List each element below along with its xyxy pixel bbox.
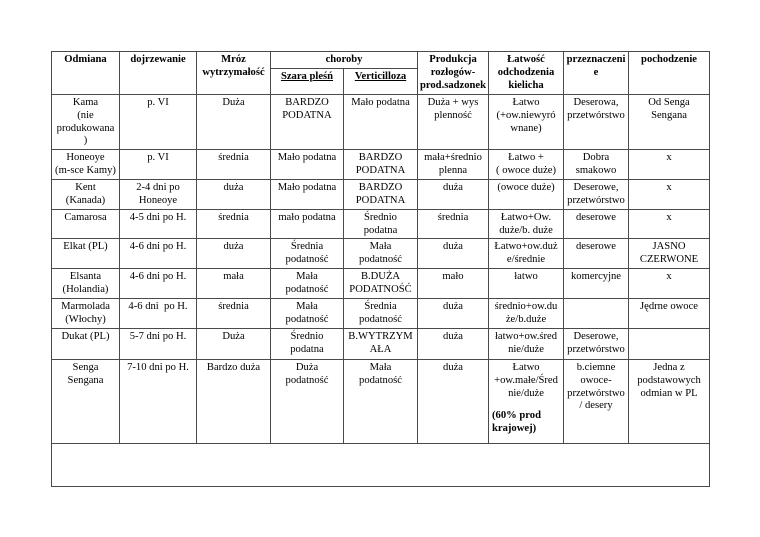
header-frost-hardiness: Mróz wytrzymałość xyxy=(197,52,271,95)
purpose-cell: komercyjne xyxy=(564,269,629,299)
runner-production-cell: mało xyxy=(418,269,489,299)
grey-mould-cell: BARDZO PODATNA xyxy=(271,95,344,150)
table-row xyxy=(52,95,710,150)
verticillium-cell: B.WYTRZYM AŁA xyxy=(344,329,418,360)
frost-hardiness-cell: Duża xyxy=(197,329,271,360)
runner-production-cell: duża xyxy=(418,360,489,444)
ripening-cell: p. VI xyxy=(120,95,197,150)
grey-mould-cell: Średnia podatność xyxy=(271,239,344,269)
origin-cell: x xyxy=(629,269,710,299)
calyx-release-cell: Łatwo+Ow. duże/b. duże xyxy=(489,210,564,239)
origin-cell: x xyxy=(629,210,710,239)
header-purpose: przeznaczeni e xyxy=(564,52,629,95)
grey-mould-cell: Mało podatna xyxy=(271,150,344,180)
grey-mould-cell: Mała podatność xyxy=(271,269,344,299)
calyx-release-cell: Łatwo+ow.duż e/średnie xyxy=(489,239,564,269)
ripening-cell: 4-6 dni po H. xyxy=(120,239,197,269)
header-ripening: dojrzewanie xyxy=(120,52,197,95)
ripening-cell: 5-7 dni po H. xyxy=(120,329,197,360)
verticillium-cell: BARDZO PODATNA xyxy=(344,180,418,210)
variety-cell: Dukat (PL) xyxy=(52,329,120,360)
verticillium-cell: Średnia podatność xyxy=(344,299,418,329)
verticillium-cell: BARDZO PODATNA xyxy=(344,150,418,180)
table-row xyxy=(52,180,710,210)
header-calyx-release: Łatwość odchodzenia kielicha xyxy=(489,52,564,95)
variety-cell: Senga Sengana xyxy=(52,360,120,444)
origin-cell: x xyxy=(629,150,710,180)
calyx-release-cell: (owoce duże) xyxy=(489,180,564,210)
calyx-release-note: (60% prod krajowej) xyxy=(492,410,541,435)
calyx-release-cell: Łatwo (+ow.niewyró wnane) xyxy=(489,95,564,150)
frost-hardiness-cell: średnia xyxy=(197,150,271,180)
variety-cell: Kent (Kanada) xyxy=(52,180,120,210)
calyx-release-cell xyxy=(489,360,564,444)
origin-cell: Jędrne owoce xyxy=(629,299,710,329)
verticillium-cell: Mało podatna xyxy=(344,95,418,150)
runner-production-cell: duża xyxy=(418,239,489,269)
purpose-cell xyxy=(564,299,629,329)
origin-cell: JASNO CZERWONE xyxy=(629,239,710,269)
frost-hardiness-cell: Duża xyxy=(197,95,271,150)
frost-hardiness-cell: średnia xyxy=(197,210,271,239)
verticillium-cell: Średnio podatna xyxy=(344,210,418,239)
origin-cell: x xyxy=(629,180,710,210)
origin-cell: Od Senga Sengana xyxy=(629,95,710,150)
purpose-cell: Dobra smakowo xyxy=(564,150,629,180)
purpose-cell: Deserowe, przetwórstwo xyxy=(564,180,629,210)
table-row xyxy=(52,150,710,180)
verticillium-cell: B.DUŻA PODATNOŚĆ xyxy=(344,269,418,299)
grey-mould-cell: Mała podatność xyxy=(271,299,344,329)
ripening-cell: 4-6 dni po H. xyxy=(120,299,197,329)
calyx-release-cell: łatwo+ow.śred nie/duże xyxy=(489,329,564,360)
header-diseases: choroby xyxy=(271,52,418,69)
ripening-cell: 7-10 dni po H. xyxy=(120,360,197,444)
grey-mould-cell: Średnio podatna xyxy=(271,329,344,360)
purpose-cell: deserowe xyxy=(564,239,629,269)
strawberry-varieties-table xyxy=(51,51,710,487)
frost-hardiness-cell: średnia xyxy=(197,299,271,329)
origin-cell: Jedna z podstawowych odmian w PL xyxy=(629,360,710,444)
variety-cell: Marmolada (Włochy) xyxy=(52,299,120,329)
runner-production-cell: duża xyxy=(418,329,489,360)
table-row xyxy=(52,210,710,239)
empty-row xyxy=(52,444,710,487)
runner-production-cell: Duża + wys plenność xyxy=(418,95,489,150)
grey-mould-cell: mało podatna xyxy=(271,210,344,239)
calyx-release-text: Łatwo +ow.małe/Śred nie/duże xyxy=(494,362,558,399)
purpose-cell: Deserowa, przetwórstwo xyxy=(564,95,629,150)
calyx-release-cell: łatwo xyxy=(489,269,564,299)
table-row xyxy=(52,299,710,329)
variety-cell: Honeoye (m-sce Kamy) xyxy=(52,150,120,180)
origin-cell xyxy=(629,329,710,360)
runner-production-cell: duża xyxy=(418,299,489,329)
frost-hardiness-cell: duża xyxy=(197,239,271,269)
runner-production-cell: mała+średnio plenna xyxy=(418,150,489,180)
calyx-release-cell: średnio+ow.du że/b.duże xyxy=(489,299,564,329)
frost-hardiness-cell: mała xyxy=(197,269,271,299)
frost-hardiness-cell: Bardzo duża xyxy=(197,360,271,444)
ripening-cell: p. VI xyxy=(120,150,197,180)
table-row xyxy=(52,329,710,360)
runner-production-cell: duża xyxy=(418,180,489,210)
header-variety: Odmiana xyxy=(52,52,120,95)
table-header-row xyxy=(52,52,710,69)
header-origin: pochodzenie xyxy=(629,52,710,95)
ripening-cell: 2-4 dni po Honeoye xyxy=(120,180,197,210)
runner-production-cell: średnia xyxy=(418,210,489,239)
purpose-cell: b.ciemne owoce- przetwórstwo / desery xyxy=(564,360,629,444)
verticillium-cell: Mała podatność xyxy=(344,239,418,269)
verticillium-cell: Mała podatność xyxy=(344,360,418,444)
purpose-cell: Deserowe, przetwórstwo xyxy=(564,329,629,360)
variety-cell: Kama (nie produkowana ) xyxy=(52,95,120,150)
header-runner-production: Produkcja rozłogów- prod.sadzonek xyxy=(418,52,489,95)
purpose-cell: deserowe xyxy=(564,210,629,239)
calyx-release-cell: Łatwo + ( owoce duże) xyxy=(489,150,564,180)
variety-cell: Camarosa xyxy=(52,210,120,239)
empty-cell xyxy=(52,444,710,487)
ripening-cell: 4-6 dni po H. xyxy=(120,269,197,299)
table-row xyxy=(52,269,710,299)
grey-mould-cell: Mało podatna xyxy=(271,180,344,210)
variety-cell: Elkat (PL) xyxy=(52,239,120,269)
grey-mould-cell: Duża podatność xyxy=(271,360,344,444)
ripening-cell: 4-5 dni po H. xyxy=(120,210,197,239)
frost-hardiness-cell: duża xyxy=(197,180,271,210)
header-grey-mould: Szara pleśń xyxy=(271,69,344,95)
table-row xyxy=(52,360,710,444)
header-verticillium: Verticilloza xyxy=(344,69,418,95)
variety-cell: Elsanta (Holandia) xyxy=(52,269,120,299)
table-row xyxy=(52,239,710,269)
